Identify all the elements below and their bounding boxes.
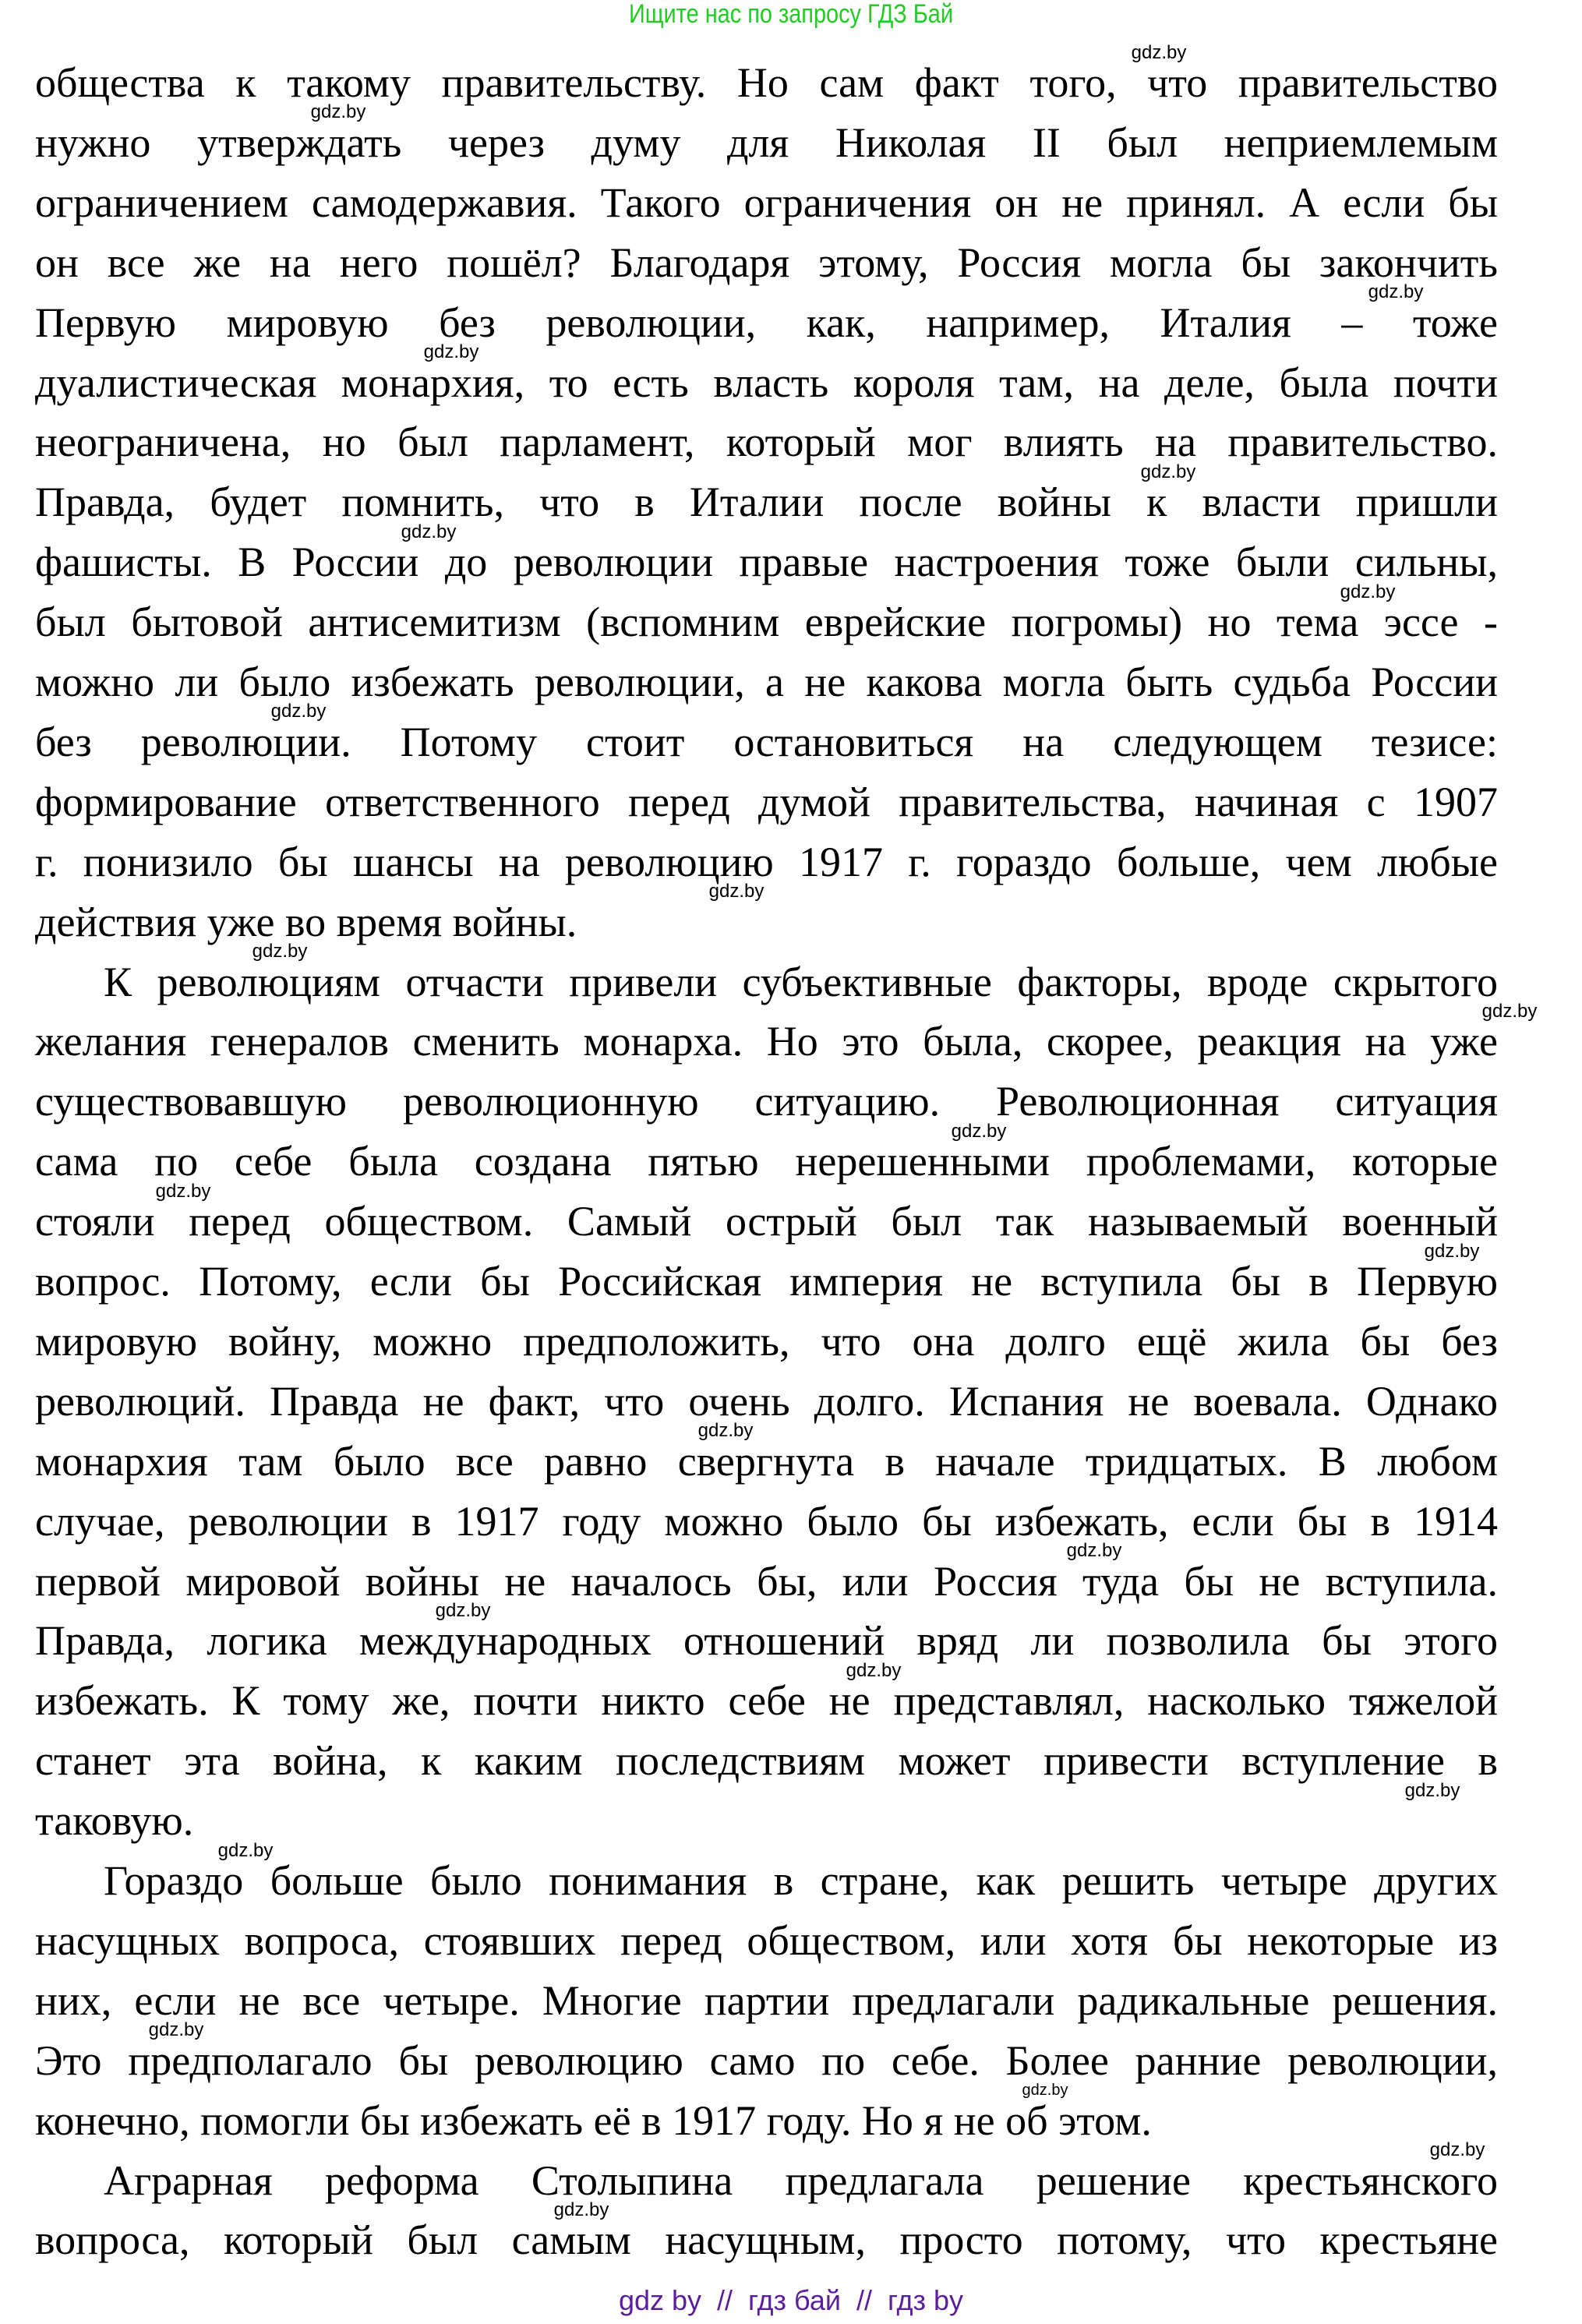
text-line: сама по себе была создана пятью нерешенными проблемами, которые [35,1138,1498,1185]
text-line: станет эта война, к каким последствиям может привести вступление в [35,1737,1498,1785]
watermark-label: gdz.by [217,1839,274,1861]
watermark-label: gdz.by [310,101,366,123]
text-line: Это предполагало бы революцию само по себе. Более ранние революции, [35,2036,1498,2084]
header-banner: Ищите нас по запросу ГДЗ Бай [629,0,953,29]
text-line: Гораздо больше было понимания в стране, как решить четыре других [104,1857,1498,1904]
footer-banner: gdz by // гдз бай // гдз by [618,2284,964,2316]
text-line: формирование ответственного перед думой правительства, начиная с 1907 [35,778,1498,825]
watermark-label: gdz.by [553,2199,609,2220]
text-line: Правда, логика международных отношений вряд ли позволила бы этого [35,1617,1498,1665]
watermark-label: gdz.by [1429,2139,1485,2161]
watermark-label: gdz.by [846,1659,902,1681]
watermark-label: gdz.by [1140,461,1196,482]
watermark-label: gdz.by [1022,2082,1068,2100]
watermark-label: gdz.by [401,521,457,542]
text-line: желания генералов сменить монарха. Но это была, скорее, реакция на уже [35,1018,1498,1065]
watermark-label: gdz.by [423,341,479,363]
text-line: случае, революции в 1917 году можно было бы избежать, если бы в 1914 [35,1497,1498,1545]
text-line: К революциям отчасти привели субъективные факторы, вроде скрытого [104,958,1498,1005]
text-line: он все же на него пошёл? Благодаря этому, Россия могла бы закончить [35,238,1498,286]
watermark-label: gdz.by [951,1120,1007,1142]
text-line: вопрос. Потому, если бы Российская империя не вступила бы в Первую [35,1258,1498,1305]
text-line: вопроса, который был самым насущным, просто потому, что крестьяне [35,2216,1498,2264]
watermark-label: gdz.by [1340,581,1396,602]
watermark-label: gdz.by [252,941,308,962]
text-line: действия уже во время войны. [35,898,577,945]
text-line: мировую войну, можно предположить, что она долго ещё жила бы без [35,1317,1498,1365]
text-line: без революции. Потому стоит остановиться на следующем тезисе: [35,718,1498,765]
text-line: Аграрная реформа Столыпина предлагала решение крестьянского [104,2156,1498,2204]
watermark-label: gdz.by [1481,1000,1538,1022]
watermark-label: gdz.by [148,2019,204,2041]
text-line: Первую мировую без революции, как, например, Италия – тоже [35,298,1498,346]
watermark-label: gdz.by [435,1599,491,1621]
text-line: монархия там было все равно свергнута в начале тридцатых. В любом [35,1437,1498,1485]
watermark-label: gdz.by [1424,1240,1480,1262]
text-line: ограничением самодержавия. Такого ограничения он не принял. А если бы [35,178,1498,226]
text-line: нужно утверждать через думу для Николая II был неприемлемым [35,118,1498,166]
watermark-label: gdz.by [1066,1540,1122,1562]
text-line: них, если не все четыре. Многие партии предлагали радикальные решения. [35,1976,1498,2024]
text-line: общества к такому правительству. Но сам факт того, что правительство [35,59,1498,106]
text-line: можно ли было избежать революции, а не какова могла быть судьба России [35,659,1498,705]
watermark-label: gdz.by [155,1180,211,1202]
watermark-label: gdz.by [708,881,765,902]
text-line: избежать. К тому же, почти никто себе не представлял, насколько тяжелой [35,1677,1498,1725]
text-line: дуалистическая монархия, то есть власть короля там, на деле, была почти [35,358,1498,406]
text-line: революций. Правда не факт, что очень долго. Испания не воевала. Однако [35,1377,1498,1425]
text-line: неограничена, но был парламент, который мог влиять на правительство. [35,419,1498,466]
text-line: был бытовой антисемитизм (вспомним еврейские погромы) но тема эссе - [35,599,1498,646]
text-line: Правда, будет помнить, что в Италии после войны к власти пришли [35,479,1498,526]
watermark-label: gdz.by [270,701,327,722]
text-line: конечно, помогли бы избежать её в 1917 году. Но я не об этом. [35,2096,1152,2144]
text-line: существовавшую революционную ситуацию. Революционная ситуация [35,1078,1498,1125]
text-line: фашисты. В России до революции правые настроения тоже были сильны, [35,539,1498,586]
watermark-label: gdz.by [1368,281,1424,303]
text-line: г. понизило бы шансы на революцию 1917 г. гораздо больше, чем любые [35,838,1498,885]
watermark-label: gdz.by [1131,41,1187,63]
text-line: насущных вопроса, стоявших перед обществом, или хотя бы некоторые из [35,1916,1498,1964]
watermark-label: gdz.by [697,1420,754,1442]
text-line: стояли перед обществом. Самый острый был так называемый военный [35,1198,1498,1245]
text-line: таковую. [35,1797,194,1845]
watermark-label: gdz.by [1404,1779,1460,1801]
text-line: первой мировой войны не началось бы, или Россия туда бы не вступила. [35,1557,1498,1605]
